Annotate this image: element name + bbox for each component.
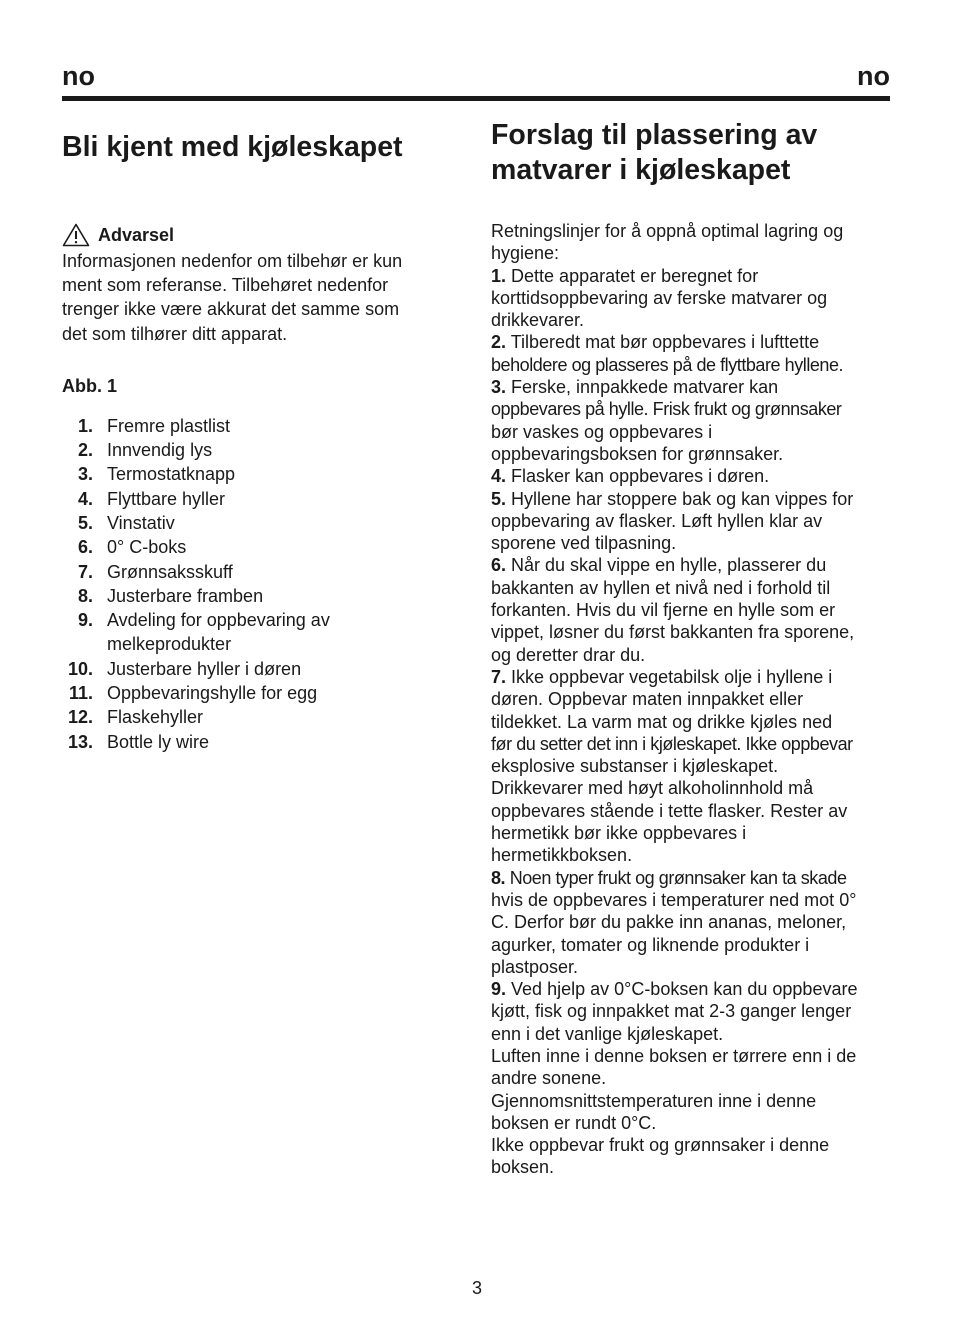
part-item xyxy=(62,560,452,584)
guideline-text: C. Derfor bør du pakke inn ananas, meloner, xyxy=(491,912,847,933)
guideline-line xyxy=(491,621,893,643)
guideline-line xyxy=(491,331,893,353)
guideline-line xyxy=(491,443,893,465)
figure-label: Abb. 1 xyxy=(62,375,118,396)
guideline-line xyxy=(491,398,893,420)
part-item xyxy=(62,584,452,608)
part-number: 5. xyxy=(77,513,93,533)
guideline-text: og deretter drar du. xyxy=(491,644,646,665)
guideline-text: Luften inne i denne boksen er tørrere enn i de xyxy=(491,1045,857,1066)
guideline-text: boksen er rundt 0°C. xyxy=(491,1112,657,1133)
guideline-line xyxy=(491,554,893,576)
guideline-text: plastposer. xyxy=(491,956,579,977)
guideline-text: hermetikk bør ikke oppbevares i xyxy=(491,823,747,844)
part-number: 4. xyxy=(77,488,93,509)
title-line: Forslag til plassering av xyxy=(491,119,818,151)
guideline-text: før du setter det inn i kjøleskapet. Ikke oppbevar xyxy=(491,733,853,754)
part-item xyxy=(62,608,452,632)
part-item xyxy=(62,462,452,486)
guideline-line xyxy=(491,822,893,844)
guideline-text: beholdere og plasseres på de flyttbare hyllene. xyxy=(491,354,844,375)
warning-text xyxy=(62,249,452,346)
part-number: 9. xyxy=(77,610,93,631)
guideline-line xyxy=(491,309,893,331)
guideline-line xyxy=(491,1000,893,1022)
guideline-number: 1. xyxy=(491,265,507,286)
guideline-line xyxy=(491,421,893,443)
guideline-text: kjøtt, fisk og innpakket mat 2-3 ganger lenger xyxy=(491,1001,852,1022)
guideline-line xyxy=(491,1067,893,1089)
guideline-text: Gjennomsnittstemperaturen inne i denne xyxy=(491,1090,817,1111)
part-item xyxy=(62,535,452,559)
part-label: Bottle ly wire xyxy=(107,731,210,752)
guideline-text: vippet, løsner du først bakkanten fra sporene, xyxy=(491,622,855,643)
guideline-line xyxy=(491,911,893,933)
part-label: 0° C-boks xyxy=(107,537,187,558)
guidelines-list xyxy=(491,265,893,1179)
guideline-line xyxy=(491,688,893,710)
warning-line: det som tilhører ditt apparat. xyxy=(62,323,288,344)
part-number: 11. xyxy=(68,683,93,704)
guideline-line xyxy=(491,889,893,911)
guideline-text: Drikkevarer med høyt alkoholinnhold må xyxy=(491,778,814,799)
guideline-text: bakkanten av hyllen et nivå ned i forhold til xyxy=(491,577,831,598)
guideline-number: 2. xyxy=(491,332,507,353)
part-number: 2. xyxy=(77,440,93,461)
guideline-line xyxy=(491,287,893,309)
part-number: 13. xyxy=(67,731,93,752)
guideline-line xyxy=(491,978,893,1000)
guideline-number: 4. xyxy=(491,466,507,487)
guideline-number: 5. xyxy=(491,488,507,509)
section-title-right xyxy=(491,118,893,188)
guideline-line xyxy=(491,376,893,398)
part-item xyxy=(62,657,452,681)
page-header xyxy=(62,60,890,101)
part-number: 10. xyxy=(67,658,93,679)
guideline-line xyxy=(491,488,893,510)
guideline-line xyxy=(491,711,893,733)
guideline-line xyxy=(491,1156,893,1178)
guideline-text: agurker, tomater og liknende produkter i xyxy=(491,934,810,955)
guideline-line xyxy=(491,1134,893,1156)
guideline-line xyxy=(491,956,893,978)
guideline-line xyxy=(491,1045,893,1067)
part-label: Flaskehyller xyxy=(107,707,204,728)
guideline-text: Ikke oppbevar vegetabilsk olje i hyllene i xyxy=(511,666,833,687)
guideline-number: 6. xyxy=(491,555,507,576)
guideline-text: hvis de oppbevares i temperaturer ned mot 0° xyxy=(491,889,857,910)
guideline-text: drikkevarer. xyxy=(491,310,585,331)
part-label: Flyttbare hyller xyxy=(107,488,226,509)
warning-icon xyxy=(62,223,90,247)
guideline-number: 8. xyxy=(491,867,506,888)
guideline-text: Noen typer frukt og grønnsaker kan ta skade xyxy=(509,867,847,888)
intro-line: hygiene: xyxy=(491,243,560,264)
title-line: matvarer i kjøleskapet xyxy=(491,154,791,186)
part-item xyxy=(62,730,452,754)
intro-text xyxy=(491,220,893,265)
guideline-line xyxy=(491,465,893,487)
part-item xyxy=(62,414,452,438)
guideline-line xyxy=(491,1023,893,1045)
part-number: 8. xyxy=(77,585,93,606)
part-item xyxy=(62,632,452,656)
part-label: Avdeling for oppbevaring av xyxy=(107,610,330,631)
guideline-line xyxy=(491,1090,893,1112)
guideline-text: oppbevares stående i tette flasker. Rester av xyxy=(491,800,848,821)
parts-list xyxy=(62,414,452,754)
part-item xyxy=(62,681,452,705)
part-item xyxy=(62,487,452,511)
part-number: 12. xyxy=(67,707,93,728)
part-label: Oppbevaringshylle for egg xyxy=(107,683,318,704)
guideline-line xyxy=(491,510,893,532)
guideline-line xyxy=(491,755,893,777)
guideline-text: eksplosive substanser i kjøleskapet. xyxy=(491,756,779,777)
part-number: 6. xyxy=(77,537,93,558)
language-code-right: no xyxy=(857,61,890,91)
part-label: Innvendig lys xyxy=(107,440,213,461)
part-number: 1. xyxy=(77,415,93,436)
language-code-left: no xyxy=(62,61,95,91)
guideline-text: Flasker kan oppbevares i døren. xyxy=(511,466,770,487)
guideline-text: enn i det vanlige kjøleskapet. xyxy=(491,1023,724,1044)
guideline-text: Tilberedt mat bør oppbevares i lufttette xyxy=(510,332,820,353)
part-item xyxy=(62,438,452,462)
guideline-text: bør vaskes og oppbevares i xyxy=(491,421,713,442)
part-number: 3. xyxy=(77,464,93,485)
guideline-text: tildekket. La varm mat og drikke kjøles ned xyxy=(491,711,833,732)
guideline-line xyxy=(491,844,893,866)
part-label: melkeprodukter xyxy=(107,634,232,655)
guideline-text: Ved hjelp av 0°C-boksen kan du oppbevare xyxy=(511,979,858,1000)
guideline-number: 3. xyxy=(491,377,507,398)
guideline-line xyxy=(491,599,893,621)
guideline-text: Ikke oppbevar frukt og grønnsaker i denne xyxy=(491,1135,830,1156)
guideline-line xyxy=(491,354,893,376)
guideline-line xyxy=(491,577,893,599)
guideline-line xyxy=(491,733,893,755)
guideline-text: forkanten. Hvis du vil fjerne en hylle som er xyxy=(491,600,836,621)
section-title-left: Bli kjent med kjøleskapet xyxy=(62,131,403,163)
left-column xyxy=(62,128,452,754)
guideline-text: Ferske, innpakkede matvarer kan xyxy=(511,377,779,398)
part-number: 7. xyxy=(77,561,93,582)
part-item xyxy=(62,511,452,535)
guideline-text: hermetikkboksen. xyxy=(491,845,633,866)
warning-line: trenger ikke være akkurat det samme som xyxy=(62,299,400,320)
guideline-text: oppbevaring av flasker. Løft hyllen klar av xyxy=(491,510,823,531)
guideline-line xyxy=(491,800,893,822)
part-label: Justerbare framben xyxy=(107,585,264,606)
warning-heading xyxy=(62,221,452,249)
warning-line: Informasjonen nedenfor om tilbehør er kun xyxy=(62,251,403,271)
warning-line: ment som referanse. Tilbehøret nedenfor xyxy=(62,275,389,296)
guideline-text: andre sonene. xyxy=(491,1068,607,1089)
part-number xyxy=(62,632,107,656)
guideline-text: oppbevaringsboksen for grønnsaker. xyxy=(491,443,784,464)
part-label: Justerbare hyller i døren xyxy=(107,658,302,679)
guideline-number: 9. xyxy=(491,979,507,1000)
right-column xyxy=(491,118,893,1179)
guideline-line xyxy=(491,532,893,554)
guideline-line xyxy=(491,777,893,799)
guideline-line xyxy=(491,1112,893,1134)
part-label: Termostatknapp xyxy=(107,464,236,485)
guideline-text: Hyllene har stoppere bak og kan vippes for xyxy=(511,488,854,509)
part-label: Vinstativ xyxy=(107,513,175,533)
intro-line: Retningslinjer for å oppnå optimal lagring og xyxy=(491,221,844,241)
guideline-line xyxy=(491,666,893,688)
guideline-line xyxy=(491,265,893,287)
guideline-text: korttidsoppbevaring av ferske matvarer og xyxy=(491,287,828,308)
guideline-line xyxy=(491,934,893,956)
guideline-number: 7. xyxy=(491,666,507,687)
guideline-text: sporene ved tilpasning. xyxy=(491,533,677,554)
guideline-text: boksen. xyxy=(491,1157,555,1178)
guideline-line xyxy=(491,867,893,889)
page-number: 3 xyxy=(471,1278,482,1298)
guideline-text: Dette apparatet er beregnet for xyxy=(511,265,759,286)
guideline-text: oppbevares på hylle. Frisk frukt og grønnsaker xyxy=(491,399,842,420)
warning-label: Advarsel xyxy=(98,224,175,245)
guideline-text: Når du skal vippe en hylle, plasserer du xyxy=(511,555,827,576)
part-label: Grønnsaksskuff xyxy=(107,561,233,582)
part-item xyxy=(62,705,452,729)
guideline-text: døren. Oppbevar maten innpakket eller xyxy=(491,689,804,710)
part-label: Fremre plastlist xyxy=(107,415,231,436)
guideline-line xyxy=(491,644,893,666)
